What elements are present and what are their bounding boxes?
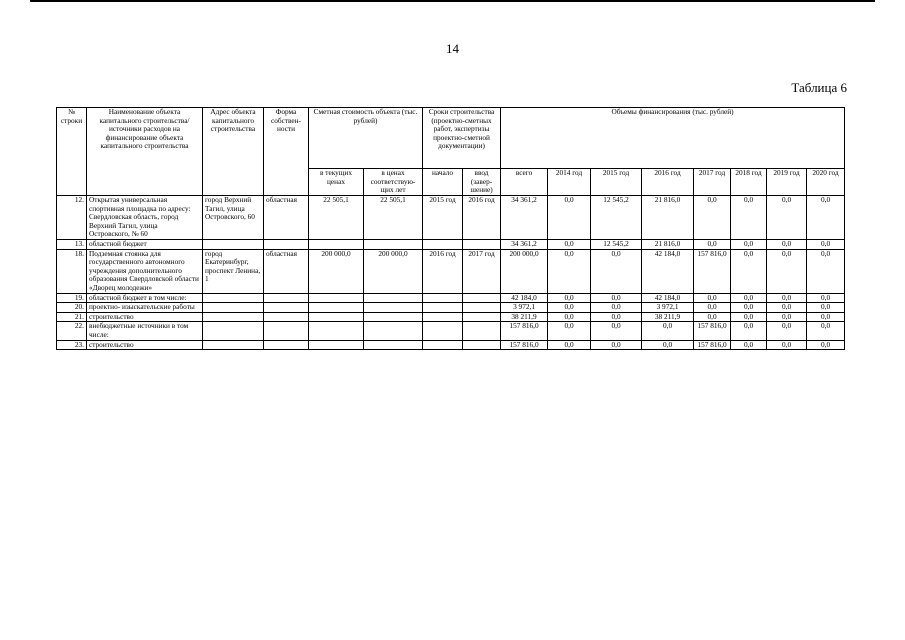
row-2015: 0,0 (591, 312, 642, 322)
row-total: 3 972,1 (501, 303, 548, 313)
row-2014: 0,0 (548, 340, 591, 350)
row-2016: 21 816,0 (642, 196, 694, 240)
row-cost-current (309, 239, 364, 249)
row-2019: 0,0 (767, 312, 807, 322)
row-cost-current (309, 303, 364, 313)
table-row (57, 239, 845, 249)
row-no: 20. (57, 303, 87, 313)
row-2015: 0,0 (591, 249, 642, 293)
row-2017: 0,0 (694, 312, 731, 322)
row-no: 13. (57, 239, 87, 249)
row-2020: 0,0 (807, 322, 845, 340)
row-2017: 0,0 (694, 293, 731, 303)
row-ownership (264, 239, 309, 249)
col-2019: 2019 год (767, 169, 807, 196)
col-2014: 2014 год (548, 169, 591, 196)
row-2014: 0,0 (548, 239, 591, 249)
top-rule (30, 0, 875, 2)
row-2016: 3 972,1 (642, 303, 694, 313)
row-address (203, 340, 264, 350)
row-cost-years (364, 293, 423, 303)
row-name: внебюджетные источники в том числе: (87, 322, 203, 340)
table-row (57, 340, 845, 350)
row-2014: 0,0 (548, 322, 591, 340)
col-object-name: Наименование объекта капитального строительства/ источники расходов на финансирование объекта капитального строительства (87, 108, 203, 196)
table-row (57, 293, 845, 303)
row-2014: 0,0 (548, 312, 591, 322)
row-2014: 0,0 (548, 196, 591, 240)
row-start (423, 312, 463, 322)
col-2020: 2020 год (807, 169, 845, 196)
row-2015: 12 545,2 (591, 196, 642, 240)
row-cost-years (364, 340, 423, 350)
row-2019: 0,0 (767, 249, 807, 293)
row-2014: 0,0 (548, 249, 591, 293)
row-name: областной бюджет в том числе: (87, 293, 203, 303)
row-2015: 12 545,2 (591, 239, 642, 249)
row-2018: 0,0 (731, 249, 767, 293)
row-start (423, 293, 463, 303)
row-name: проектно- изыскательские работы (87, 303, 203, 313)
row-2020: 0,0 (807, 239, 845, 249)
row-name: Подземная стоянка для государственного автономного учреждения дополнительного образования Свердловской области «Дворец молодежи» (87, 249, 203, 293)
row-2018: 0,0 (731, 303, 767, 313)
row-address (203, 293, 264, 303)
row-2020: 0,0 (807, 293, 845, 303)
row-2016: 21 816,0 (642, 239, 694, 249)
col-estimated-cost: Сметная стоимость объекта (тыс. рублей) (309, 108, 423, 169)
row-cost-current: 22 505,1 (309, 196, 364, 240)
row-address (203, 312, 264, 322)
col-total: всего (501, 169, 548, 196)
row-2015: 0,0 (591, 303, 642, 313)
row-cost-years (364, 239, 423, 249)
row-end (463, 303, 501, 313)
col-cost-current: в текущих ценах (309, 169, 364, 196)
row-2017: 157 816,0 (694, 249, 731, 293)
row-no: 21. (57, 312, 87, 322)
row-2017: 0,0 (694, 303, 731, 313)
row-2015: 0,0 (591, 322, 642, 340)
col-commissioning: ввод (завер-шение) (463, 169, 501, 196)
row-start (423, 239, 463, 249)
row-2017: 0,0 (694, 239, 731, 249)
row-name: областной бюджет (87, 239, 203, 249)
row-total: 34 361,2 (501, 196, 548, 240)
col-row-no: № строки (57, 108, 87, 196)
row-address (203, 322, 264, 340)
row-total: 38 211,9 (501, 312, 548, 322)
row-2019: 0,0 (767, 196, 807, 240)
row-start: 2015 год (423, 196, 463, 240)
row-start: 2016 год (423, 249, 463, 293)
row-no: 19. (57, 293, 87, 303)
row-name: строительство (87, 340, 203, 350)
row-2018: 0,0 (731, 322, 767, 340)
page-number: 14 (446, 41, 459, 56)
col-2017: 2017 год (694, 169, 731, 196)
row-total: 42 184,0 (501, 293, 548, 303)
row-2018: 0,0 (731, 293, 767, 303)
row-cost-years (364, 312, 423, 322)
row-2016: 42 184,0 (642, 249, 694, 293)
row-ownership (264, 303, 309, 313)
row-cost-current (309, 340, 364, 350)
row-2016: 42 184,0 (642, 293, 694, 303)
row-2015: 0,0 (591, 340, 642, 350)
table-row (57, 249, 845, 293)
financing-table (56, 107, 845, 350)
row-cost-years (364, 322, 423, 340)
row-ownership (264, 293, 309, 303)
row-2017: 0,0 (694, 196, 731, 240)
row-2018: 0,0 (731, 196, 767, 240)
row-start (423, 340, 463, 350)
col-2018: 2018 год (731, 169, 767, 196)
row-2018: 0,0 (731, 312, 767, 322)
row-end: 2017 год (463, 249, 501, 293)
table-row (57, 303, 845, 313)
row-2019: 0,0 (767, 293, 807, 303)
row-end (463, 340, 501, 350)
col-start: начало (423, 169, 463, 196)
row-2020: 0,0 (807, 249, 845, 293)
col-address: Адрес объекта капитального строительства (203, 108, 264, 196)
row-2020: 0,0 (807, 196, 845, 240)
col-terms: Сроки строительства (проектно-сметных работ, экспертизы проектно-сметной документации) (423, 108, 501, 169)
row-2016: 0,0 (642, 322, 694, 340)
row-2018: 0,0 (731, 239, 767, 249)
row-total: 157 816,0 (501, 340, 548, 350)
row-cost-current (309, 312, 364, 322)
col-2016: 2016 год (642, 169, 694, 196)
row-cost-years (364, 303, 423, 313)
row-ownership (264, 312, 309, 322)
row-total: 200 000,0 (501, 249, 548, 293)
row-2016: 0,0 (642, 340, 694, 350)
row-2014: 0,0 (548, 293, 591, 303)
row-end (463, 293, 501, 303)
row-total: 157 816,0 (501, 322, 548, 340)
row-2014: 0,0 (548, 303, 591, 313)
row-2020: 0,0 (807, 312, 845, 322)
row-2018: 0,0 (731, 340, 767, 350)
row-cost-current (309, 322, 364, 340)
table-row (57, 312, 845, 322)
row-start (423, 322, 463, 340)
row-end (463, 322, 501, 340)
row-ownership (264, 322, 309, 340)
row-end (463, 239, 501, 249)
row-cost-current (309, 293, 364, 303)
row-2019: 0,0 (767, 322, 807, 340)
row-address: город Верхний Тагил, улица Островского, 60 (203, 196, 264, 240)
row-end: 2016 год (463, 196, 501, 240)
row-2020: 0,0 (807, 303, 845, 313)
row-cost-current: 200 000,0 (309, 249, 364, 293)
table-row (57, 322, 845, 340)
row-cost-years: 22 505,1 (364, 196, 423, 240)
row-address (203, 239, 264, 249)
row-2017: 157 816,0 (694, 340, 731, 350)
row-no: 23. (57, 340, 87, 350)
row-2020: 0,0 (807, 340, 845, 350)
row-2016: 38 211,9 (642, 312, 694, 322)
table-row (57, 196, 845, 240)
row-start (423, 303, 463, 313)
row-no: 18. (57, 249, 87, 293)
col-funding: Объемы финансирования (тыс. рублей) (501, 108, 845, 169)
row-2017: 157 816,0 (694, 322, 731, 340)
row-2015: 0,0 (591, 293, 642, 303)
row-ownership: областная (264, 196, 309, 240)
row-no: 22. (57, 322, 87, 340)
row-end (463, 312, 501, 322)
row-name: Открытая универсальная спортивная площадка по адресу: Свердловская область, город Верхний Тагил, улица Островского, № 60 (87, 196, 203, 240)
row-address (203, 303, 264, 313)
col-ownership: Форма собствен-ности (264, 108, 309, 196)
row-2019: 0,0 (767, 303, 807, 313)
row-no: 12. (57, 196, 87, 240)
col-cost-years: в ценах соответствую-щих лет (364, 169, 423, 196)
row-name: строительство (87, 312, 203, 322)
row-ownership (264, 340, 309, 350)
row-address: город Екатеринбург, проспект Ленина, 1 (203, 249, 264, 293)
row-cost-years: 200 000,0 (364, 249, 423, 293)
row-ownership: областная (264, 249, 309, 293)
table-caption: Таблица 6 (791, 80, 847, 95)
row-total: 34 361,2 (501, 239, 548, 249)
col-2015: 2015 год (591, 169, 642, 196)
row-2019: 0,0 (767, 239, 807, 249)
row-2019: 0,0 (767, 340, 807, 350)
